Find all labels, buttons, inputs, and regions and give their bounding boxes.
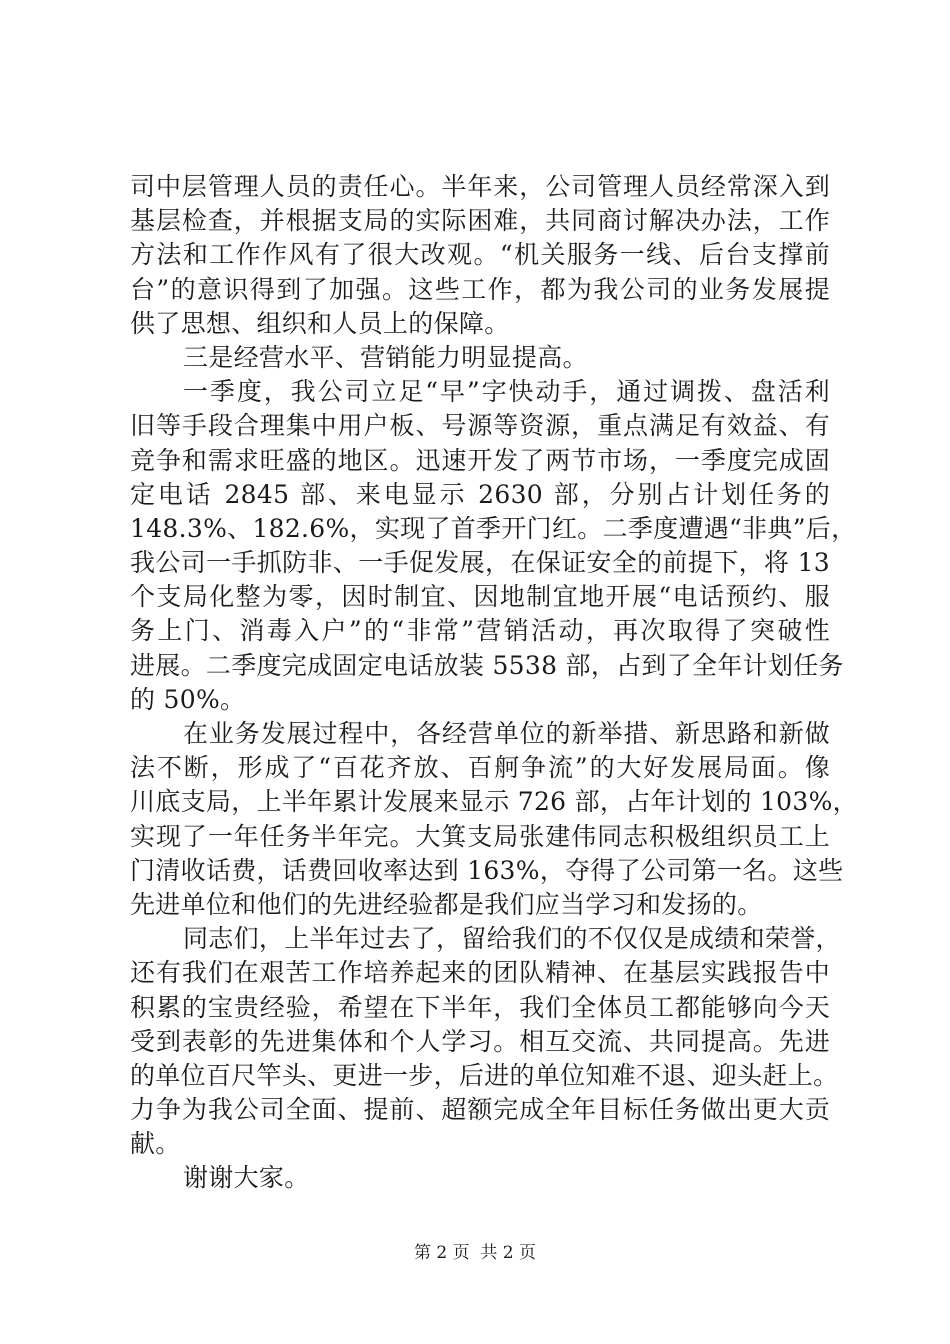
text-line: 还有我们在艰苦工作培养起来的团队精神、在基层实践报告中: [130, 958, 830, 988]
text-line: 旧等手段合理集中用户板、号源等资源，重点满足有效益、有: [130, 411, 830, 441]
closing-line: 谢谢大家。: [183, 1163, 310, 1193]
text-line: 个支局化整为零，因时制宜、因地制宜地开展“电话预约、服: [130, 582, 830, 612]
page-footer: [0, 1243, 950, 1263]
section-heading: 三是经营水平、营销能力明显提高。: [183, 342, 588, 372]
text-line: 门清收话费，话费回收率达到 163%，夺得了公司第一名。这些: [130, 855, 844, 885]
text-line: 力争为我公司全面、提前、超额完成全年目标任务做出更大贡: [130, 1095, 830, 1125]
text-line: 供了思想、组织和人员上的保障。: [130, 308, 510, 338]
text-line: 实现了一年任务半年完。大箕支局张建伟同志积极组织员工上: [130, 821, 830, 851]
text-line: 进展。二季度完成固定电话放装 5538 部，占到了全年计划任务: [130, 650, 844, 680]
text-line: 的单位百尺竿头、更进一步，后进的单位知难不退、迎头赶上。: [130, 1060, 839, 1090]
page-number: 第 2 页 共 2 页: [413, 1243, 537, 1263]
text-line: 在业务发展过程中，各经营单位的新举措、新思路和新做: [183, 719, 830, 748]
text-line: 积累的宝贵经验，希望在下半年，我们全体员工都能够向今天: [130, 992, 830, 1022]
text-line: 司中层管理人员的责任心。半年来，公司管理人员经常深入到: [130, 172, 830, 201]
document-body: [130, 170, 858, 1196]
text-line: 148.3%、182.6%，实现了首季开门红。二季度遭遇“非典”后，: [130, 513, 857, 543]
text-line: 基层检查，并根据支局的实际困难，共同商讨解决办法，工作: [130, 206, 830, 236]
text-line: 一季度，我公司立足“早”字快动手，通过调拨、盘活利: [183, 377, 830, 407]
text-line: 法不断，形成了“百花齐放、百舸争流”的大好发展局面。像: [130, 753, 830, 783]
text-line: 同志们，上半年过去了，留给我们的不仅仅是成绩和荣誉，: [183, 924, 841, 954]
text-line: 先进单位和他们的先进经验都是我们应当学习和发扬的。: [130, 889, 763, 919]
text-line: 务上门、消毒入户”的“非常”营销活动，再次取得了突破性: [130, 616, 830, 646]
text-line: 竞争和需求旺盛的地区。迅速开发了两节市场，一季度完成固: [130, 445, 830, 475]
text-line: 定电话 2845 部、来电显示 2630 部，分别占计划任务的: [130, 479, 830, 509]
text-line: 献。: [130, 1129, 181, 1159]
text-line: 川底支局，上半年累计发展来显示 726 部，占年计划的 103%，: [130, 787, 858, 817]
text-line: 我公司一手抓防非、一手促发展，在保证安全的前提下，将 13: [130, 548, 830, 578]
text-line: 台”的意识得到了加强。这些工作，都为我公司的业务发展提: [130, 274, 830, 304]
text-line: 的 50%。: [130, 684, 246, 714]
text-line: 受到表彰的先进集体和个人学习。相互交流、共同提高。先进: [130, 1026, 830, 1056]
text-line: 方法和工作作风有了很大改观。“机关服务一线、后台支撑前: [130, 240, 830, 270]
